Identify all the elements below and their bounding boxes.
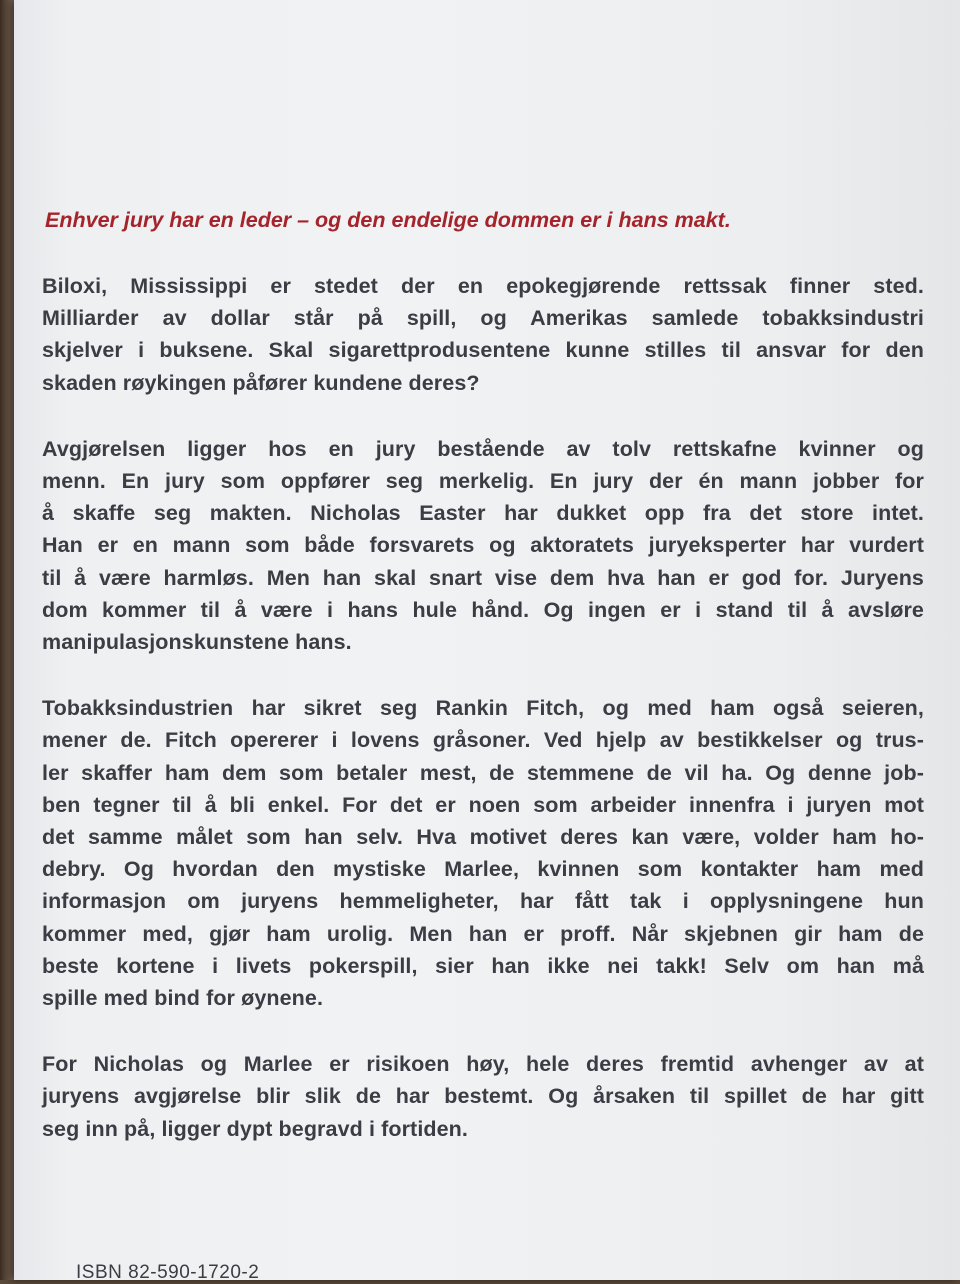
paragraph-line: juryens avgjørelse blir slik de har bestemt. Og årsaken til spillet de har gitt [42, 1084, 924, 1109]
paragraph-3 [42, 692, 924, 1014]
paragraph-line: Han er en mann som både forsvarets og aktoratets juryeksperter har vurdert [42, 533, 924, 558]
paragraph-line: Avgjørelsen ligger hos en jury bestående av tolv rettskafne kvinner og [42, 436, 924, 461]
paragraph-4 [42, 1048, 924, 1145]
paragraph-line: skaden røykingen påfører kundene deres? [42, 370, 480, 395]
paragraph-line: ben tegner til å bli enkel. For det er noen som arbeider innenfra i juryen mot [42, 792, 924, 817]
paragraph-line: For Nicholas og Marlee er risikoen høy, hele deres fremtid avhenger av at [42, 1052, 924, 1077]
paragraph-line: Milliarder av dollar står på spill, og Amerikas samlede tobakksindustri [42, 306, 924, 331]
paragraph-line: beste kortene i livets pokerspill, sier han ikke nei takk! Selv om han må [42, 953, 924, 978]
paragraph-line: manipulasjonskunstene hans. [42, 630, 352, 655]
paragraph-line: menn. En jury som oppfører seg merkelig. En jury der én mann jobber for [42, 469, 924, 494]
paragraph-line: å skaffe seg makten. Nicholas Easter har dukket opp fra det store intet. [42, 501, 924, 526]
paragraph-line: ler skaffer ham dem som betaler mest, de stemmene de vil ha. Og denne job- [42, 760, 924, 785]
paragraph-line: informasjon om juryens hemmeligheter, har fått tak i opplysningene hun [42, 889, 924, 914]
paragraph-line: seg inn på, ligger dypt begravd i fortiden. [42, 1116, 468, 1141]
paragraph-line: spille med bind for øynene. [42, 986, 324, 1011]
paragraph-line: dom kommer til å være i hans hule hånd. Og ingen er i stand til å avsløre [42, 597, 924, 622]
paragraph-line: Tobakksindustrien har sikret seg Rankin Fitch, og med ham også seieren, [42, 696, 924, 721]
back-cover-text [42, 204, 924, 1179]
paragraph-line: mener de. Fitch opererer i lovens gråsoner. Ved hjelp av bestikkelser og trus- [42, 728, 924, 753]
paragraph-line: til å være harmløs. Men han skal snart vise dem hva han er god for. Juryens [42, 565, 924, 590]
paragraph-2 [42, 433, 924, 658]
paragraph-line: kommer med, gjør ham urolig. Men han er proff. Når skjebnen gir ham de [42, 921, 924, 946]
tagline: Enhver jury har en leder – og den endelige dommen er i hans makt. [45, 208, 731, 232]
paragraph-line: det samme målet som han selv. Hva motivet deres kan være, volder ham ho- [42, 825, 924, 850]
isbn-number: ISBN 82-590-1720-2 [76, 1262, 260, 1283]
paragraph-1 [42, 270, 924, 399]
paragraph-line: Biloxi, Mississippi er stedet der en epokegjørende rettssak finner sted. [42, 274, 924, 298]
paragraph-line: debry. Og hvordan den mystiske Marlee, kvinnen som kontakter ham med [42, 857, 924, 882]
back-cover-page [14, 0, 960, 1283]
paragraph-line: skjelver i buksene. Skal sigarettprodusentene kunne stilles til ansvar for den [42, 338, 924, 363]
